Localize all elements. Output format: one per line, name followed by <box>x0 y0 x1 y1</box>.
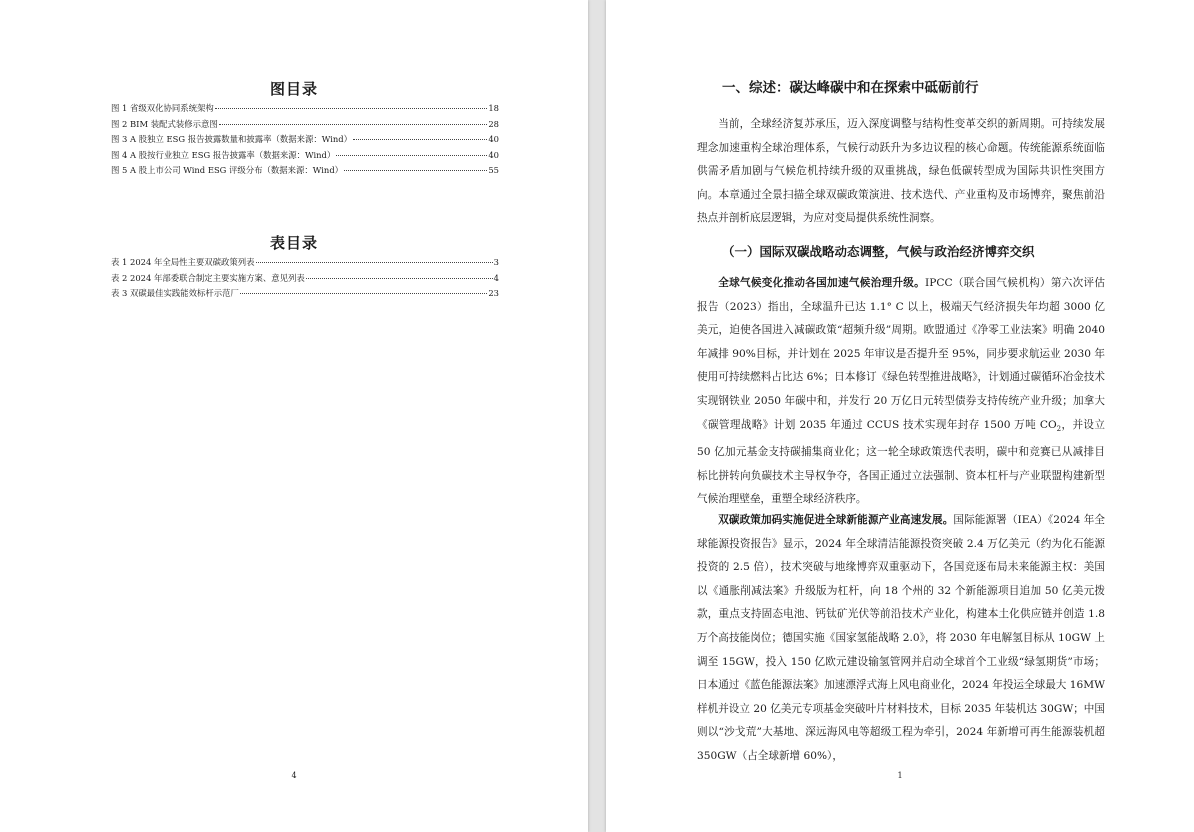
section-heading: 一、综述：碳达峰碳中和在探索中砥砺前行 <box>722 80 979 96</box>
figures-toc-title: 图目录 <box>269 80 318 98</box>
toc-entry-label: 表 2 2024 年部委联合制定主要实施方案、意见列表 <box>111 272 305 283</box>
body-paragraph-2 <box>697 509 1105 769</box>
subsection-heading: （一）国际双碳战略动态调整，气候与政治经济博弈交织 <box>722 244 1035 259</box>
toc-entry-page: 55 <box>488 165 499 175</box>
toc-entry-page: 23 <box>488 288 499 298</box>
toc-entry[interactable] <box>111 272 499 288</box>
toc-entry-label: 图 1 省级双化协同系统架构 <box>111 103 214 113</box>
paragraph-lead: 全球气候变化推动各国加速气候治理升级。 <box>718 277 926 289</box>
toc-entry-page: 4 <box>493 272 499 283</box>
toc-entry[interactable] <box>111 256 499 272</box>
paragraph-text: 国际能源署（IEA）《2024 年全球能源投资报告》显示，2024 年全球清洁能源投资突破 2.4 万亿美元（约为化石能源投资的 2.5 倍），技术突破与地缘博弈双重驱动下，各国竞逐布局未来能源主权：美国以《通胀削减法案》升级版为杠杆，向 18 个州的 32 个新能源项目追加 50 亿美元拨款，重点支持固态电池、钙钛矿光伏等前沿技术产业化，构建本土化供应链并创造 1.8 万个高技能岗位；德国实施《国家氢能战略 2.0》，将 2030 年电解氢目标从 10GW 上调至 15GW，投入 150 亿欧元建设输氢管网并启动全球首个工业级“绿氢期货”市场；日本通过《蓝色能源法案》加速漂浮式海上风电商业化，2024 年投运全球最大 16MW 样机并设立 20 亿美元专项基金突破叶片材料技术，目标 2035 年装机达 30GW；中国则以“沙戈荒”大基地、深远海风电等超级工程为牵引，2024 年新增可再生能源装机超 350GW（占全球新增 60%）， <box>697 514 1105 762</box>
toc-dot-leader <box>215 107 488 109</box>
toc-entry-page: 40 <box>488 149 499 160</box>
toc-dot-leader <box>240 292 487 294</box>
paragraph-lead: 双碳政策加码实施促进全球新能源产业高速发展。 <box>718 514 954 526</box>
page-number: 1 <box>897 771 903 780</box>
toc-dot-leader <box>219 123 488 125</box>
toc-dot-leader <box>353 138 487 140</box>
toc-entry[interactable] <box>111 287 499 303</box>
toc-entry-page: 18 <box>488 103 499 113</box>
toc-entry-page: 28 <box>488 118 499 129</box>
toc-entry[interactable] <box>111 118 499 134</box>
paragraph-text: IPCC（联合国气候机构）第六次评估报告（2023）指出，全球温升已达 1.1° C 以上，极端天气经济损失年均超 3000 亿美元，迫使各国进入减碳政策“超频升级”周期。欧盟通过《净零工业法案》明确 2040 年减排 90%目标，并计划在 2025 年审议是否提升至 95%，同步要求航运业 2030 年使用可持续燃料占比达 6%；日本修订《绿色转型推进战略》，计划通过碳循环冶金技术实现钢铁业 2050 年碳中和，并发行 20 万亿日元转型债券支持传统产业升级；加拿大《碳管理战略》计划 2035 年通过 CCUS 技术实现年封存 1500 万吨 CO <box>697 277 1105 431</box>
toc-entry-label: 图 2 BIM 装配式装修示意图 <box>111 118 218 129</box>
body-paragraph-1 <box>697 272 1105 512</box>
toc-dot-leader <box>336 154 487 156</box>
tables-toc-title: 表目录 <box>269 234 318 252</box>
toc-page <box>0 0 588 832</box>
toc-dot-leader <box>344 169 487 171</box>
toc-entry-label: 图 5 A 股上市公司 Wind ESG 评级分布（数据来源：Wind） <box>111 165 344 175</box>
toc-entry-page: 40 <box>488 134 499 144</box>
toc-entry-label: 表 1 2024 年全局性主要双碳政策列表 <box>111 257 255 267</box>
toc-entry[interactable] <box>111 149 499 165</box>
toc-entry-label: 图 4 A 股按行业独立 ESG 报告披露率（数据来源：Wind） <box>111 149 336 160</box>
toc-entry[interactable] <box>111 102 499 118</box>
tables-toc-list <box>111 256 499 303</box>
toc-entry-page: 3 <box>493 257 499 267</box>
toc-entry-label: 图 3 A 股独立 ESG 报告披露数量和披露率（数据来源：Wind） <box>111 134 352 144</box>
toc-entry-label: 表 3 双碳最佳实践能效标杆示范厂 <box>111 288 239 298</box>
subscript: 2 <box>1056 424 1062 433</box>
intro-paragraph: 当前，全球经济复苏承压，迈入深度调整与结构性变革交织的新周期。可持续发展理念加速重构全球治理体系，气候行动跃升为多边议程的核心命题。传统能源系统面临供需矛盾加剧与气候危机持续升级的双重挑战，绿色低碳转型成为国际共识性突围方向。本章通过全景扫描全球双碳政策演进、技术迭代、产业重构及市场博弈，聚焦前沿热点并剖析底层逻辑，为应对变局提供系统性洞察。 <box>697 118 1105 225</box>
toc-entry[interactable] <box>111 164 499 180</box>
toc-dot-leader <box>256 261 493 263</box>
figures-toc-list <box>111 102 499 180</box>
toc-entry[interactable] <box>111 133 499 149</box>
paragraph-text: ，并设立 50 亿加元基金支持碳捕集商业化；这一轮全球政策迭代表明，碳中和竞赛已从减排目标比拼转向负碳技术主导权争夺，各国正通过立法强制、资本杠杆与产业联盟构建新型气候治理壁垒，重塑全球经济秩序。 <box>697 418 1105 506</box>
page-number: 4 <box>291 771 297 780</box>
toc-dot-leader <box>306 277 493 279</box>
